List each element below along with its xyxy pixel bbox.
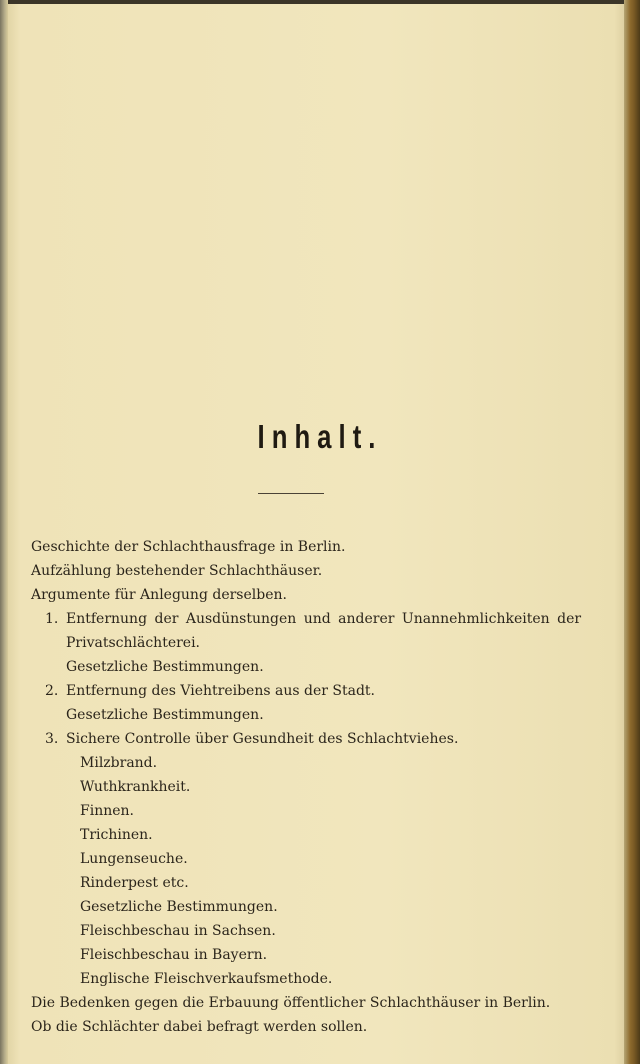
toc-entry: Fleischbeschau in Bayern. — [80, 947, 268, 963]
toc-entry: Die Bedenken gegen die Erbauung öffentlicher Schlachthäuser in Berlin. — [31, 995, 551, 1011]
toc-entry-number: 3. — [45, 731, 59, 747]
toc-entry-numbered — [45, 683, 375, 699]
toc-entry: Gesetzliche Bestimmungen. — [80, 899, 278, 915]
toc-entry: Rinderpest etc. — [80, 875, 189, 891]
toc-entry: Lungenseuche. — [80, 851, 188, 867]
toc-entry: Geschichte der Schlachthausfrage in Berlin. — [31, 539, 346, 555]
toc-entry: Gesetzliche Bestimmungen. — [66, 707, 264, 723]
toc-entry-text: Entfernung der Ausdünstungen und anderer Unannehmlichkeiten der — [66, 611, 582, 627]
toc-entry-text: Sichere Controlle über Gesundheit des Schlachtviehes. — [66, 731, 459, 747]
toc-entry: Gesetzliche Bestimmungen. — [66, 659, 264, 675]
toc-entry: Argumente für Anlegung derselben. — [31, 587, 287, 603]
toc-entry-number: 1. — [45, 611, 59, 627]
toc-entry: Privatschlächterei. — [66, 635, 201, 651]
toc-entry: Milzbrand. — [80, 755, 158, 771]
toc-entry: Aufzählung bestehender Schlachthäuser. — [31, 563, 323, 579]
toc-entry: Trichinen. — [80, 827, 153, 843]
toc-entry: Englische Fleischverkaufsmethode. — [80, 971, 333, 987]
toc-entry: Fleischbeschau in Sachsen. — [80, 923, 276, 939]
toc-entry: Finnen. — [80, 803, 134, 819]
toc-entry-numbered — [45, 731, 458, 747]
toc-entry-text: Entfernung des Viehtreibens aus der Stadt. — [66, 683, 375, 699]
toc-entry: Ob die Schlächter dabei befragt werden sollen. — [31, 1019, 368, 1035]
page-title: Inhalt. — [257, 418, 383, 455]
toc-entry-numbered — [45, 611, 581, 627]
toc-entry: Wuthkrankheit. — [80, 779, 191, 795]
toc-entry-number: 2. — [45, 683, 59, 699]
